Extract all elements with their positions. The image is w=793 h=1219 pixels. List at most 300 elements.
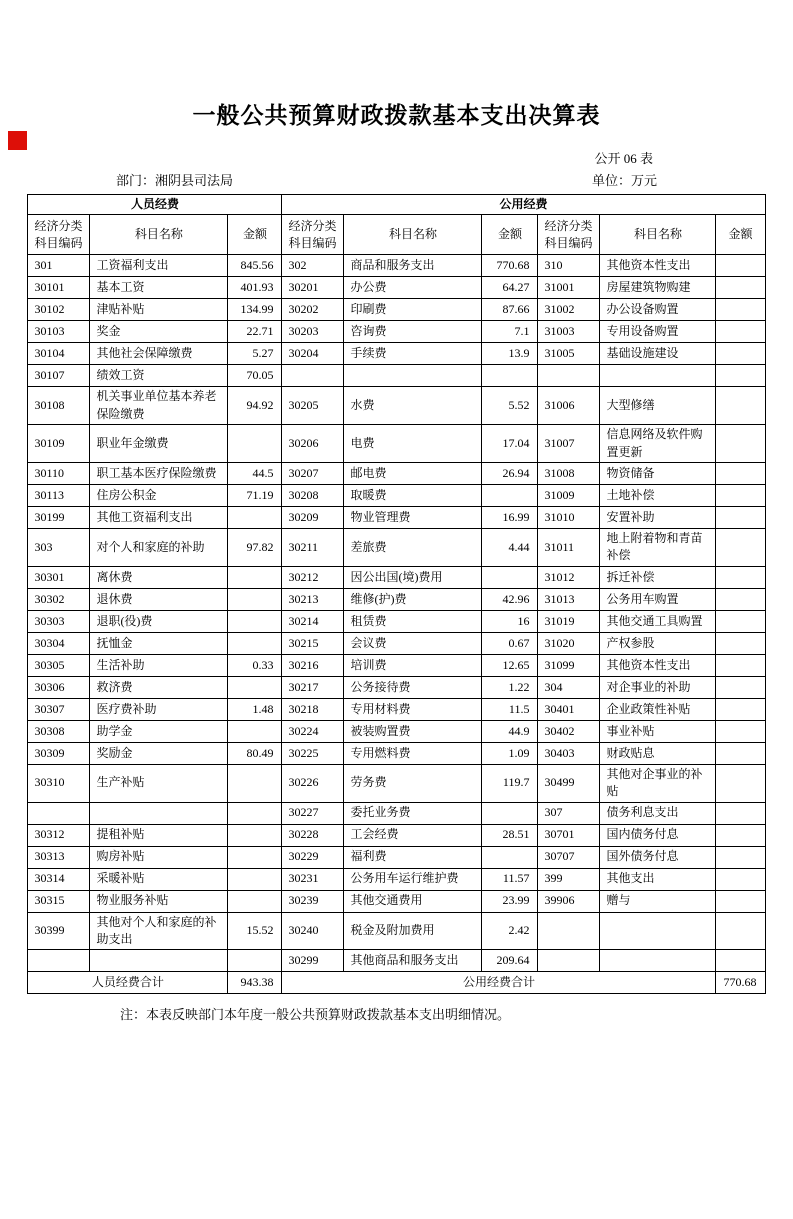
code-cell: 30103 [28,321,90,343]
code-cell: 310 [538,255,600,277]
code-cell: 31012 [538,566,600,588]
name-cell [600,365,716,387]
name-cell: 专用设备购置 [600,321,716,343]
column-header-row [28,215,765,255]
name-cell [344,365,482,387]
name-cell [600,950,716,972]
code-cell: 31010 [538,506,600,528]
amount-cell: 16.99 [482,506,538,528]
table-code-label: 公开 06 表 [594,151,653,166]
name-cell: 事业补贴 [600,720,716,742]
amount-cell [716,676,765,698]
name-cell: 财政贴息 [600,742,716,764]
code-cell [28,802,90,824]
name-cell: 绩效工资 [90,365,228,387]
code-cell: 30202 [282,299,344,321]
name-cell: 税金及附加费用 [344,912,482,950]
name-cell: 企业政策性补贴 [600,698,716,720]
code-cell: 30110 [28,462,90,484]
amount-cell: 119.7 [482,764,538,802]
amount-cell: 42.96 [482,588,538,610]
amount-cell: 94.92 [228,387,282,425]
department-label: 部门： [116,173,156,188]
public-total-amount: 770.68 [716,972,765,994]
name-cell: 退休费 [90,588,228,610]
name-cell: 印刷费 [344,299,482,321]
column-header-amount: 金额 [482,215,538,255]
amount-cell: 16 [482,610,538,632]
code-cell: 31009 [538,484,600,506]
table-row [28,365,765,387]
code-cell: 30211 [282,528,344,566]
name-cell: 机关事业单位基本养老保险缴费 [90,387,228,425]
code-cell: 31001 [538,277,600,299]
column-header-name: 科目名称 [344,215,482,255]
column-header-code: 经济分类科目编码 [538,215,600,255]
name-cell: 赠与 [600,890,716,912]
code-cell: 30215 [282,632,344,654]
name-cell: 提租补贴 [90,824,228,846]
code-cell: 30203 [282,321,344,343]
amount-cell: 770.68 [482,255,538,277]
name-cell: 安置补助 [600,506,716,528]
name-cell: 抚恤金 [90,632,228,654]
amount-cell: 4.44 [482,528,538,566]
name-cell: 基础设施建设 [600,343,716,365]
code-cell: 30228 [282,824,344,846]
name-cell: 物资储备 [600,462,716,484]
table-row [28,890,765,912]
amount-cell [228,846,282,868]
code-cell: 31019 [538,610,600,632]
name-cell: 商品和服务支出 [344,255,482,277]
name-cell: 其他交通费用 [344,890,482,912]
code-cell [538,950,600,972]
code-cell: 30201 [282,277,344,299]
amount-cell: 209.64 [482,950,538,972]
code-cell: 30217 [282,676,344,698]
code-cell: 31002 [538,299,600,321]
code-cell: 30403 [538,742,600,764]
name-cell: 工资福利支出 [90,255,228,277]
amount-cell: 401.93 [228,277,282,299]
table-row [28,824,765,846]
name-cell: 其他支出 [600,868,716,890]
amount-cell [716,343,765,365]
amount-cell: 97.82 [228,528,282,566]
amount-cell [228,720,282,742]
amount-cell [716,425,765,463]
code-cell: 30109 [28,425,90,463]
amount-cell [716,720,765,742]
name-cell: 办公费 [344,277,482,299]
code-cell: 30227 [282,802,344,824]
name-cell: 培训费 [344,654,482,676]
name-cell: 其他工资福利支出 [90,506,228,528]
name-cell: 购房补贴 [90,846,228,868]
name-cell: 采暖补贴 [90,868,228,890]
table-row [28,255,765,277]
name-cell: 退职(役)费 [90,610,228,632]
name-cell: 大型修缮 [600,387,716,425]
name-cell: 公务用车运行维护费 [344,868,482,890]
name-cell: 地上附着物和青苗补偿 [600,528,716,566]
name-cell: 救济费 [90,676,228,698]
table-row [28,802,765,824]
code-cell [28,950,90,972]
name-cell: 物业管理费 [344,506,482,528]
table-row [28,484,765,506]
amount-cell [228,588,282,610]
name-cell [600,912,716,950]
code-cell: 30231 [282,868,344,890]
code-cell: 31007 [538,425,600,463]
code-cell: 30399 [28,912,90,950]
code-cell: 30225 [282,742,344,764]
code-cell [282,365,344,387]
personnel-total-amount: 943.38 [228,972,282,994]
name-cell: 国内债务付息 [600,824,716,846]
department-value: 湘阴县司法局 [155,173,234,188]
code-cell: 30216 [282,654,344,676]
amount-cell: 11.57 [482,868,538,890]
amount-cell: 11.5 [482,698,538,720]
budget-table [27,194,765,994]
table-row [28,720,765,742]
amount-cell [228,506,282,528]
table-row [28,277,765,299]
name-cell: 委托业务费 [344,802,482,824]
amount-cell [716,632,765,654]
amount-cell: 0.67 [482,632,538,654]
name-cell: 房屋建筑物购建 [600,277,716,299]
amount-cell [228,890,282,912]
table-row [28,698,765,720]
table-row [28,588,765,610]
table-row [28,566,765,588]
amount-cell [716,610,765,632]
column-header-amount: 金额 [228,215,282,255]
name-cell: 土地补偿 [600,484,716,506]
name-cell: 被装购置费 [344,720,482,742]
amount-cell [228,764,282,802]
name-cell: 医疗费补助 [90,698,228,720]
name-cell: 生活补助 [90,654,228,676]
code-cell: 30313 [28,846,90,868]
code-cell: 30108 [28,387,90,425]
table-row [28,299,765,321]
code-cell: 30209 [282,506,344,528]
code-cell: 30224 [282,720,344,742]
code-cell: 30239 [282,890,344,912]
amount-cell [716,566,765,588]
name-cell: 取暖费 [344,484,482,506]
amount-cell: 80.49 [228,742,282,764]
amount-cell: 44.9 [482,720,538,742]
amount-cell: 70.05 [228,365,282,387]
code-cell: 30314 [28,868,90,890]
code-cell: 30499 [538,764,600,802]
code-cell: 303 [28,528,90,566]
public-total-label: 公用经费合计 [282,972,716,994]
name-cell: 其他对个人和家庭的补助支出 [90,912,228,950]
name-cell: 差旅费 [344,528,482,566]
amount-cell: 87.66 [482,299,538,321]
name-cell: 国外债务付息 [600,846,716,868]
name-cell: 工会经费 [344,824,482,846]
amount-cell [716,868,765,890]
department-line [28,170,233,189]
name-cell [90,950,228,972]
table-row [28,462,765,484]
column-header-code: 经济分类科目编码 [28,215,90,255]
personnel-group-header: 人员经费 [28,195,282,215]
table-row [28,676,765,698]
code-cell: 30304 [28,632,90,654]
name-cell: 奖金 [90,321,228,343]
table-row [28,654,765,676]
amount-cell: 17.04 [482,425,538,463]
code-cell: 399 [538,868,600,890]
amount-cell: 5.52 [482,387,538,425]
table-row [28,506,765,528]
code-cell: 30308 [28,720,90,742]
amount-cell: 1.09 [482,742,538,764]
table-row [28,912,765,950]
amount-cell: 64.27 [482,277,538,299]
code-cell: 30226 [282,764,344,802]
name-cell: 办公设备购置 [600,299,716,321]
code-cell: 31003 [538,321,600,343]
code-cell: 31005 [538,343,600,365]
amount-cell [228,632,282,654]
code-cell: 307 [538,802,600,824]
column-header-name: 科目名称 [90,215,228,255]
code-cell: 30199 [28,506,90,528]
meta-section [28,148,765,189]
name-cell: 劳务费 [344,764,482,802]
amount-cell: 0.33 [228,654,282,676]
red-stamp-mark [8,131,27,150]
amount-cell: 26.94 [482,462,538,484]
amount-cell [482,484,538,506]
name-cell: 专用材料费 [344,698,482,720]
code-cell: 30307 [28,698,90,720]
amount-cell [716,890,765,912]
name-cell: 其他资本性支出 [600,255,716,277]
name-cell: 基本工资 [90,277,228,299]
code-cell [538,365,600,387]
amount-cell [716,742,765,764]
column-header-amount: 金额 [716,215,765,255]
name-cell: 产权参股 [600,632,716,654]
page-title: 一般公共预算财政拨款基本支出决算表 [192,103,601,128]
code-cell: 31099 [538,654,600,676]
amount-cell [716,950,765,972]
code-cell: 30212 [282,566,344,588]
code-cell: 30315 [28,890,90,912]
name-cell: 津贴补贴 [90,299,228,321]
amount-cell: 28.51 [482,824,538,846]
footnote: 注：本表反映部门本年度一般公共预算财政拨款基本支出明细情况。 [120,1007,511,1023]
amount-cell [716,698,765,720]
name-cell: 职业年金缴费 [90,425,228,463]
amount-cell [482,802,538,824]
code-cell: 30208 [282,484,344,506]
code-cell: 30205 [282,387,344,425]
name-cell: 专用燃料费 [344,742,482,764]
amount-cell: 15.52 [228,912,282,950]
column-header-name: 科目名称 [600,215,716,255]
amount-cell: 12.65 [482,654,538,676]
unit-label: 单位：万元 [591,173,657,188]
name-cell: 租赁费 [344,610,482,632]
table-row [28,343,765,365]
name-cell: 手续费 [344,343,482,365]
amount-cell [716,365,765,387]
code-cell: 302 [282,255,344,277]
amount-cell [716,654,765,676]
table-row [28,610,765,632]
amount-cell: 13.9 [482,343,538,365]
code-cell: 304 [538,676,600,698]
amount-cell [228,610,282,632]
amount-cell: 7.1 [482,321,538,343]
code-cell: 31013 [538,588,600,610]
amount-cell [482,365,538,387]
table-row [28,868,765,890]
amount-cell: 71.19 [228,484,282,506]
name-cell: 公务接待费 [344,676,482,698]
amount-cell [716,462,765,484]
table-row [28,632,765,654]
name-cell: 其他社会保障缴费 [90,343,228,365]
name-cell: 其他资本性支出 [600,654,716,676]
amount-cell [716,528,765,566]
name-cell: 会议费 [344,632,482,654]
code-cell: 30301 [28,566,90,588]
name-cell: 咨询费 [344,321,482,343]
amount-cell [716,277,765,299]
table-row [28,742,765,764]
name-cell: 电费 [344,425,482,463]
code-cell: 30113 [28,484,90,506]
code-cell: 30218 [282,698,344,720]
public-group-header: 公用经费 [282,195,765,215]
amount-cell [228,950,282,972]
code-cell: 30402 [538,720,600,742]
amount-cell: 22.71 [228,321,282,343]
code-cell: 39906 [538,890,600,912]
amount-cell [716,824,765,846]
code-cell: 30213 [282,588,344,610]
amount-cell [716,506,765,528]
code-cell: 30401 [538,698,600,720]
code-cell: 31008 [538,462,600,484]
amount-cell [716,299,765,321]
code-cell: 30107 [28,365,90,387]
name-cell: 职工基本医疗保险缴费 [90,462,228,484]
code-cell: 30310 [28,764,90,802]
name-cell: 邮电费 [344,462,482,484]
amount-cell: 134.99 [228,299,282,321]
code-cell: 30312 [28,824,90,846]
name-cell: 助学金 [90,720,228,742]
name-cell [90,802,228,824]
meta-line [28,170,765,189]
code-cell: 30206 [282,425,344,463]
personnel-total-label: 人员经费合计 [28,972,228,994]
amount-cell [228,425,282,463]
amount-cell [228,868,282,890]
group-header-row [28,195,765,215]
name-cell: 离休费 [90,566,228,588]
name-cell: 对个人和家庭的补助 [90,528,228,566]
table-row [28,387,765,425]
amount-cell [228,802,282,824]
code-cell: 30306 [28,676,90,698]
code-cell [538,912,600,950]
code-cell: 30101 [28,277,90,299]
name-cell: 物业服务补贴 [90,890,228,912]
code-cell: 30303 [28,610,90,632]
amount-cell: 44.5 [228,462,282,484]
code-cell: 31020 [538,632,600,654]
code-cell: 31011 [538,528,600,566]
name-cell: 拆迁补偿 [600,566,716,588]
amount-cell: 1.22 [482,676,538,698]
code-cell: 31006 [538,387,600,425]
table-row [28,321,765,343]
code-cell: 30240 [282,912,344,950]
code-cell: 30701 [538,824,600,846]
amount-cell: 5.27 [228,343,282,365]
code-cell: 301 [28,255,90,277]
amount-cell [716,846,765,868]
table-row [28,425,765,463]
amount-cell [716,912,765,950]
code-cell: 30309 [28,742,90,764]
name-cell: 水费 [344,387,482,425]
name-cell: 维修(护)费 [344,588,482,610]
amount-cell [716,764,765,802]
code-cell: 30214 [282,610,344,632]
column-header-code: 经济分类科目编码 [282,215,344,255]
amount-cell: 1.48 [228,698,282,720]
code-cell: 30229 [282,846,344,868]
name-cell: 其他交通工具购置 [600,610,716,632]
amount-cell: 845.56 [228,255,282,277]
name-cell: 其他对企事业的补贴 [600,764,716,802]
code-cell: 30299 [282,950,344,972]
amount-cell [716,387,765,425]
amount-cell [716,255,765,277]
name-cell: 对企事业的补助 [600,676,716,698]
code-cell: 30104 [28,343,90,365]
amount-cell [482,846,538,868]
table-row [28,846,765,868]
name-cell: 信息网络及软件购置更新 [600,425,716,463]
amount-cell [716,484,765,506]
amount-cell [716,802,765,824]
amount-cell [228,824,282,846]
name-cell: 其他商品和服务支出 [344,950,482,972]
total-row [28,972,765,994]
table-row [28,764,765,802]
amount-cell [716,588,765,610]
name-cell: 生产补贴 [90,764,228,802]
name-cell: 债务利息支出 [600,802,716,824]
